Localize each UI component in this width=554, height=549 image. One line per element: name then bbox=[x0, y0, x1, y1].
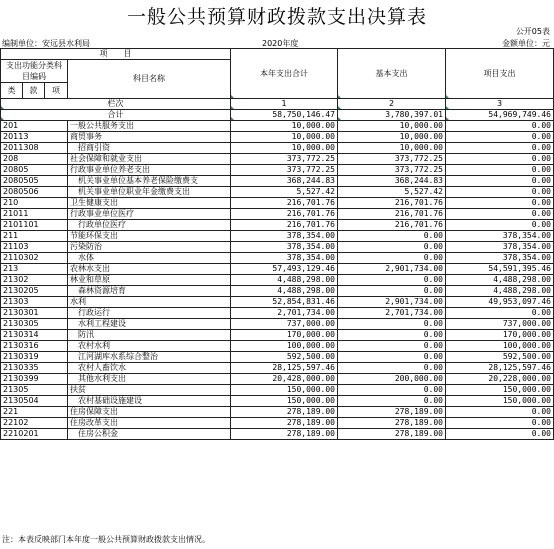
row-total: 57,493,129.46 bbox=[231, 264, 338, 275]
row-basic: 5,527.42 bbox=[338, 187, 446, 198]
row-code: 21303 bbox=[1, 297, 68, 308]
table-row bbox=[1, 286, 554, 297]
table-row bbox=[1, 407, 554, 418]
table-row bbox=[1, 297, 554, 308]
row-code: 2080506 bbox=[1, 187, 68, 198]
expenditure-table bbox=[0, 48, 554, 440]
row-total: 150,000.00 bbox=[231, 396, 338, 407]
table-row bbox=[1, 374, 554, 385]
table-row bbox=[1, 363, 554, 374]
row-total: 5,527.42 bbox=[231, 187, 338, 198]
row-basic: 0.00 bbox=[338, 286, 446, 297]
row-total: 10,000.00 bbox=[231, 132, 338, 143]
table-row bbox=[1, 132, 554, 143]
row-total: 592,500.00 bbox=[231, 352, 338, 363]
row-basic: 0.00 bbox=[338, 396, 446, 407]
row-code: 2011308 bbox=[1, 143, 68, 154]
row-subject-name: 卫生健康支出 bbox=[68, 198, 231, 209]
row-total: 373,772.25 bbox=[231, 154, 338, 165]
row-total: 216,701.76 bbox=[231, 209, 338, 220]
row-basic: 2,901,734.00 bbox=[338, 297, 446, 308]
row-basic: 0.00 bbox=[338, 352, 446, 363]
total-col2: 3,780,397.01 bbox=[338, 110, 446, 121]
row-subject-name: 招商引资 bbox=[68, 143, 231, 154]
row-code: 21302 bbox=[1, 275, 68, 286]
row-subject-name: 林业和草原 bbox=[68, 275, 231, 286]
row-basic: 2,901,734.00 bbox=[338, 264, 446, 275]
row-basic: 278,189.00 bbox=[338, 429, 446, 440]
header-row-no: 栏次 bbox=[1, 99, 231, 110]
sheet-number: 公开05表 bbox=[515, 27, 550, 36]
col-no-1: 1 bbox=[231, 99, 338, 110]
table-row bbox=[1, 143, 554, 154]
row-total: 378,354.00 bbox=[231, 231, 338, 242]
row-total: 216,701.76 bbox=[231, 220, 338, 231]
table-row bbox=[1, 165, 554, 176]
row-subject-name: 农村人畜饮水 bbox=[68, 363, 231, 374]
row-subject-name: 节能环保支出 bbox=[68, 231, 231, 242]
table-row bbox=[1, 352, 554, 363]
footnote: 注：本表反映部门本年度一般公共预算财政拨款支出情况。 bbox=[2, 535, 210, 544]
row-basic: 216,701.76 bbox=[338, 198, 446, 209]
row-total: 100,000.00 bbox=[231, 341, 338, 352]
table-row bbox=[1, 418, 554, 429]
table-row bbox=[1, 396, 554, 407]
money-unit: 金额单位：元 bbox=[502, 39, 550, 48]
row-subject-name: 水利工程建设 bbox=[68, 319, 231, 330]
reporting-unit: 编制单位：安远县水利局 bbox=[2, 39, 90, 48]
header-col1: 本年支出合计 bbox=[231, 49, 338, 99]
total-col3: 54,969,749.46 bbox=[446, 110, 554, 121]
table-row bbox=[1, 341, 554, 352]
row-code: 208 bbox=[1, 154, 68, 165]
row-subject-name: 扶贫 bbox=[68, 385, 231, 396]
row-subject-name: 商贸事务 bbox=[68, 132, 231, 143]
row-project: 0.00 bbox=[446, 198, 554, 209]
row-total: 10,000.00 bbox=[231, 143, 338, 154]
row-code: 2130205 bbox=[1, 286, 68, 297]
row-basic: 0.00 bbox=[338, 253, 446, 264]
row-project: 0.00 bbox=[446, 209, 554, 220]
table-row bbox=[1, 154, 554, 165]
table-row bbox=[1, 198, 554, 209]
row-basic: 373,772.25 bbox=[338, 154, 446, 165]
table-row bbox=[1, 429, 554, 440]
row-total: 737,000.00 bbox=[231, 319, 338, 330]
row-basic: 10,000.00 bbox=[338, 132, 446, 143]
header-cat: 类 bbox=[1, 83, 23, 99]
header-item: 项 目 bbox=[1, 49, 231, 60]
row-code: 22102 bbox=[1, 418, 68, 429]
row-code: 210 bbox=[1, 198, 68, 209]
row-subject-name: 一般公共服务支出 bbox=[68, 121, 231, 132]
row-project: 0.00 bbox=[446, 407, 554, 418]
row-subject-name: 行政单位医疗 bbox=[68, 220, 231, 231]
row-code: 2210201 bbox=[1, 429, 68, 440]
row-total: 10,000.00 bbox=[231, 121, 338, 132]
row-project: 0.00 bbox=[446, 132, 554, 143]
row-project: 4,488,298.00 bbox=[446, 275, 554, 286]
row-project: 54,591,395.46 bbox=[446, 264, 554, 275]
row-basic: 0.00 bbox=[338, 275, 446, 286]
row-basic: 278,189.00 bbox=[338, 418, 446, 429]
row-basic: 216,701.76 bbox=[338, 209, 446, 220]
row-project: 0.00 bbox=[446, 176, 554, 187]
row-subject-name: 社会保障和就业支出 bbox=[68, 154, 231, 165]
row-basic: 0.00 bbox=[338, 242, 446, 253]
row-project: 150,000.00 bbox=[446, 396, 554, 407]
row-project: 0.00 bbox=[446, 154, 554, 165]
row-project: 0.00 bbox=[446, 418, 554, 429]
header-func-code: 支出功能分类科目编码 bbox=[1, 60, 68, 83]
header-section: 款 bbox=[23, 83, 45, 99]
row-subject-name: 机关事业单位职业年金缴费支出 bbox=[68, 187, 231, 198]
row-subject-name: 机关事业单位基本养老保险缴费支 bbox=[68, 176, 231, 187]
table-row bbox=[1, 308, 554, 319]
row-code: 2101101 bbox=[1, 220, 68, 231]
row-basic: 368,244.83 bbox=[338, 176, 446, 187]
row-subject-name: 农村基础设施建设 bbox=[68, 396, 231, 407]
row-subject-name: 行政运行 bbox=[68, 308, 231, 319]
total-label: 合计 bbox=[1, 110, 231, 121]
table-row bbox=[1, 319, 554, 330]
row-code: 2080505 bbox=[1, 176, 68, 187]
row-project: 0.00 bbox=[446, 187, 554, 198]
row-project: 378,354.00 bbox=[446, 231, 554, 242]
row-code: 21103 bbox=[1, 242, 68, 253]
row-project: 28,125,597.46 bbox=[446, 363, 554, 374]
row-code: 2130301 bbox=[1, 308, 68, 319]
row-code: 2130316 bbox=[1, 341, 68, 352]
row-code: 20805 bbox=[1, 165, 68, 176]
col-no-2: 2 bbox=[338, 99, 446, 110]
row-subject-name: 行政事业单位医疗 bbox=[68, 209, 231, 220]
row-code: 2130399 bbox=[1, 374, 68, 385]
row-code: 2130504 bbox=[1, 396, 68, 407]
row-total: 4,488,298.00 bbox=[231, 275, 338, 286]
row-basic: 278,189.00 bbox=[338, 407, 446, 418]
row-subject-name: 农林水支出 bbox=[68, 264, 231, 275]
row-subject-name: 江河湖库水系综合整治 bbox=[68, 352, 231, 363]
row-subject-name: 农村水利 bbox=[68, 341, 231, 352]
row-code: 213 bbox=[1, 264, 68, 275]
row-subject-name: 水利 bbox=[68, 297, 231, 308]
row-subject-name: 水体 bbox=[68, 253, 231, 264]
row-project: 170,000.00 bbox=[446, 330, 554, 341]
total-col1: 58,750,146.47 bbox=[231, 110, 338, 121]
row-total: 378,354.00 bbox=[231, 253, 338, 264]
row-total: 150,000.00 bbox=[231, 385, 338, 396]
report-title: 一般公共预算财政拨款支出决算表 bbox=[126, 6, 427, 28]
row-basic: 10,000.00 bbox=[338, 143, 446, 154]
row-project: 150,000.00 bbox=[446, 385, 554, 396]
table-row bbox=[1, 275, 554, 286]
row-basic: 2,701,734.00 bbox=[338, 308, 446, 319]
table-row bbox=[1, 385, 554, 396]
row-total: 278,189.00 bbox=[231, 429, 338, 440]
row-basic: 10,000.00 bbox=[338, 121, 446, 132]
table-row bbox=[1, 264, 554, 275]
row-code: 20113 bbox=[1, 132, 68, 143]
row-code: 221 bbox=[1, 407, 68, 418]
row-basic: 0.00 bbox=[338, 385, 446, 396]
header-col3: 项目支出 bbox=[446, 49, 554, 99]
row-project: 20,228,000.00 bbox=[446, 374, 554, 385]
table-row bbox=[1, 253, 554, 264]
row-code: 211 bbox=[1, 231, 68, 242]
row-subject-name: 防汛 bbox=[68, 330, 231, 341]
table-row bbox=[1, 187, 554, 198]
row-basic: 0.00 bbox=[338, 330, 446, 341]
row-total: 368,244.83 bbox=[231, 176, 338, 187]
row-basic: 0.00 bbox=[338, 363, 446, 374]
row-total: 278,189.00 bbox=[231, 407, 338, 418]
table-row bbox=[1, 242, 554, 253]
row-total: 4,488,298.00 bbox=[231, 286, 338, 297]
row-total: 28,125,597.46 bbox=[231, 363, 338, 374]
header-subject-name: 科目名称 bbox=[68, 60, 231, 99]
row-project: 378,354.00 bbox=[446, 253, 554, 264]
row-project: 378,354.00 bbox=[446, 242, 554, 253]
fiscal-year: 2020年度 bbox=[262, 39, 299, 48]
header-entry: 项 bbox=[45, 83, 68, 99]
row-project: 0.00 bbox=[446, 143, 554, 154]
row-total: 278,189.00 bbox=[231, 418, 338, 429]
row-code: 21011 bbox=[1, 209, 68, 220]
table-row bbox=[1, 209, 554, 220]
row-code: 201 bbox=[1, 121, 68, 132]
row-total: 52,854,831.46 bbox=[231, 297, 338, 308]
table-row bbox=[1, 330, 554, 341]
row-subject-name: 行政事业单位养老支出 bbox=[68, 165, 231, 176]
table-row bbox=[1, 220, 554, 231]
row-total: 373,772.25 bbox=[231, 165, 338, 176]
row-code: 2130305 bbox=[1, 319, 68, 330]
row-basic: 200,000.00 bbox=[338, 374, 446, 385]
row-project: 592,500.00 bbox=[446, 352, 554, 363]
row-project: 0.00 bbox=[446, 165, 554, 176]
row-project: 4,488,298.00 bbox=[446, 286, 554, 297]
table-row bbox=[1, 231, 554, 242]
row-basic: 0.00 bbox=[338, 231, 446, 242]
row-project: 0.00 bbox=[446, 429, 554, 440]
row-total: 378,354.00 bbox=[231, 242, 338, 253]
table-row bbox=[1, 176, 554, 187]
row-total: 216,701.76 bbox=[231, 198, 338, 209]
row-code: 2130314 bbox=[1, 330, 68, 341]
row-project: 49,953,097.46 bbox=[446, 297, 554, 308]
row-subject-name: 住房保障支出 bbox=[68, 407, 231, 418]
row-project: 0.00 bbox=[446, 308, 554, 319]
col-no-3: 3 bbox=[446, 99, 554, 110]
table-row bbox=[1, 121, 554, 132]
row-basic: 216,701.76 bbox=[338, 220, 446, 231]
row-subject-name: 其他水利支出 bbox=[68, 374, 231, 385]
row-code: 2130319 bbox=[1, 352, 68, 363]
row-project: 0.00 bbox=[446, 121, 554, 132]
row-subject-name: 住房公积金 bbox=[68, 429, 231, 440]
row-code: 2110302 bbox=[1, 253, 68, 264]
header-col2: 基本支出 bbox=[338, 49, 446, 99]
row-project: 0.00 bbox=[446, 220, 554, 231]
row-code: 21305 bbox=[1, 385, 68, 396]
row-subject-name: 污染防治 bbox=[68, 242, 231, 253]
row-code: 2130335 bbox=[1, 363, 68, 374]
row-basic: 0.00 bbox=[338, 341, 446, 352]
row-project: 737,000.00 bbox=[446, 319, 554, 330]
row-subject-name: 住房改革支出 bbox=[68, 418, 231, 429]
row-total: 2,701,734.00 bbox=[231, 308, 338, 319]
row-basic: 0.00 bbox=[338, 319, 446, 330]
row-subject-name: 森林资源培育 bbox=[68, 286, 231, 297]
row-basic: 373,772.25 bbox=[338, 165, 446, 176]
row-total: 170,000.00 bbox=[231, 330, 338, 341]
row-total: 20,428,000.00 bbox=[231, 374, 338, 385]
row-project: 100,000.00 bbox=[446, 341, 554, 352]
